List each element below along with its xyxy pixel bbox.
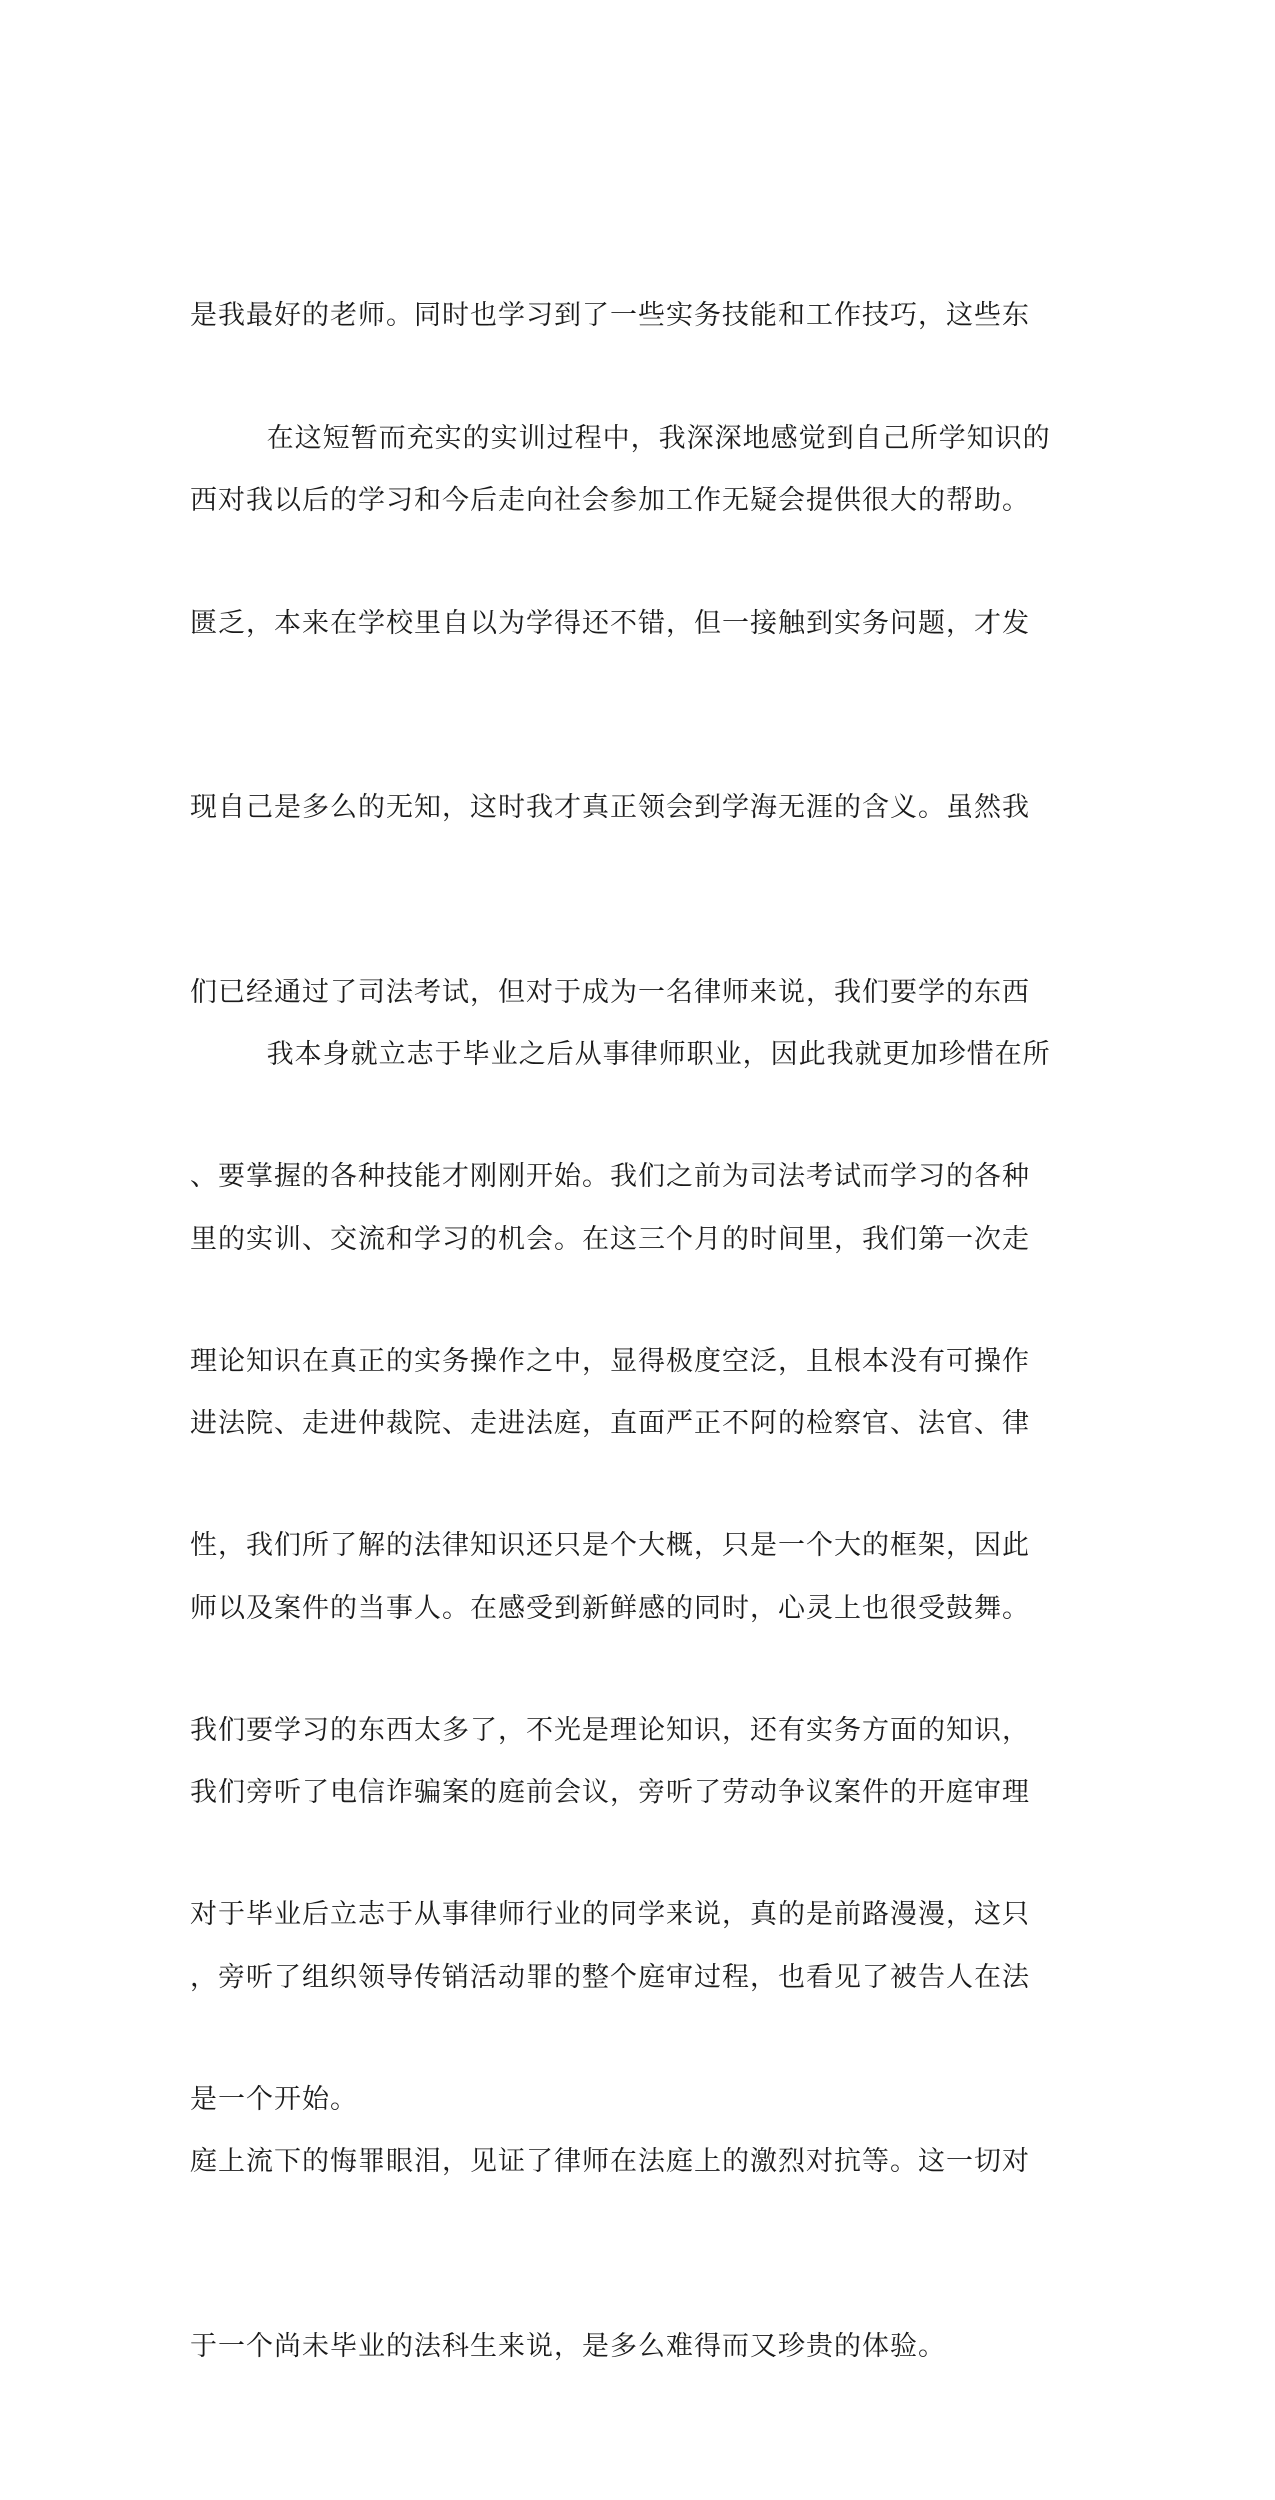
text-line: 是我最好的老师。同时也学习到了一些实务技能和工作技巧，这些东 xyxy=(190,300,1030,331)
text-line: 庭上流下的悔罪眼泪，见证了律师在法庭上的激烈对抗等。这一切对 xyxy=(190,2146,1030,2177)
text-line: 性，我们所了解的法律知识还只是个大概，只是一个大的框架，因此 xyxy=(190,1530,1030,1561)
text-line: 我们旁听了电信诈骗案的庭前会议，旁听了劳动争议案件的开庭审理 xyxy=(190,1777,1030,1808)
text-line: 、要掌握的各种技能才刚刚开始。我们之前为司法考试而学习的各种 xyxy=(190,1161,1030,1192)
text-line: 于一个尚未毕业的法科生来说，是多么难得而又珍贵的体验。 xyxy=(190,2330,946,2362)
text-line: 在这短暂而充实的实训过程中，我深深地感觉到自己所学知识的 xyxy=(190,423,1051,454)
text-line: 们已经通过了司法考试，但对于成为一名律师来说，我们要学的东西 xyxy=(190,976,1030,1008)
text-line: 现自己是多么的无知，这时我才真正领会到学海无涯的含义。虽然我 xyxy=(190,792,1030,823)
text-line: 对于毕业后立志于从事律师行业的同学来说，真的是前路漫漫，这只 xyxy=(190,1899,1030,1930)
paragraph-3 xyxy=(190,901,1080,2500)
text-line: ，旁听了组织领导传销活动罪的整个庭审过程，也看见了被告人在法 xyxy=(190,1961,1030,1993)
text-line: 理论知识在真正的实务操作之中，显得极度空泛，且根本没有可操作 xyxy=(190,1345,1030,1377)
text-line: 匮乏，本来在学校里自以为学得还不错，但一接触到实务问题，才发 xyxy=(190,607,1030,639)
text-line: 是一个开始。 xyxy=(190,2083,358,2115)
text-line: 我们要学习的东西太多了，不光是理论知识，还有实务方面的知识， xyxy=(190,1714,1030,1746)
text-line: 我本身就立志于毕业之后从事律师职业，因此我就更加珍惜在所 xyxy=(190,1039,1051,1070)
text-line: 师以及案件的当事人。在感受到新鲜感的同时，心灵上也很受鼓舞。 xyxy=(190,1592,1030,1624)
text-line: 里的实训、交流和学习的机会。在这三个月的时间里，我们第一次走 xyxy=(190,1223,1030,1255)
text-line: 进法院、走进仲裁院、走进法庭，直面严正不阿的检察官、法官、律 xyxy=(190,1408,1030,1439)
text-line: 西对我以后的学习和今后走向社会参加工作无疑会提供很大的帮助。 xyxy=(190,484,1030,516)
